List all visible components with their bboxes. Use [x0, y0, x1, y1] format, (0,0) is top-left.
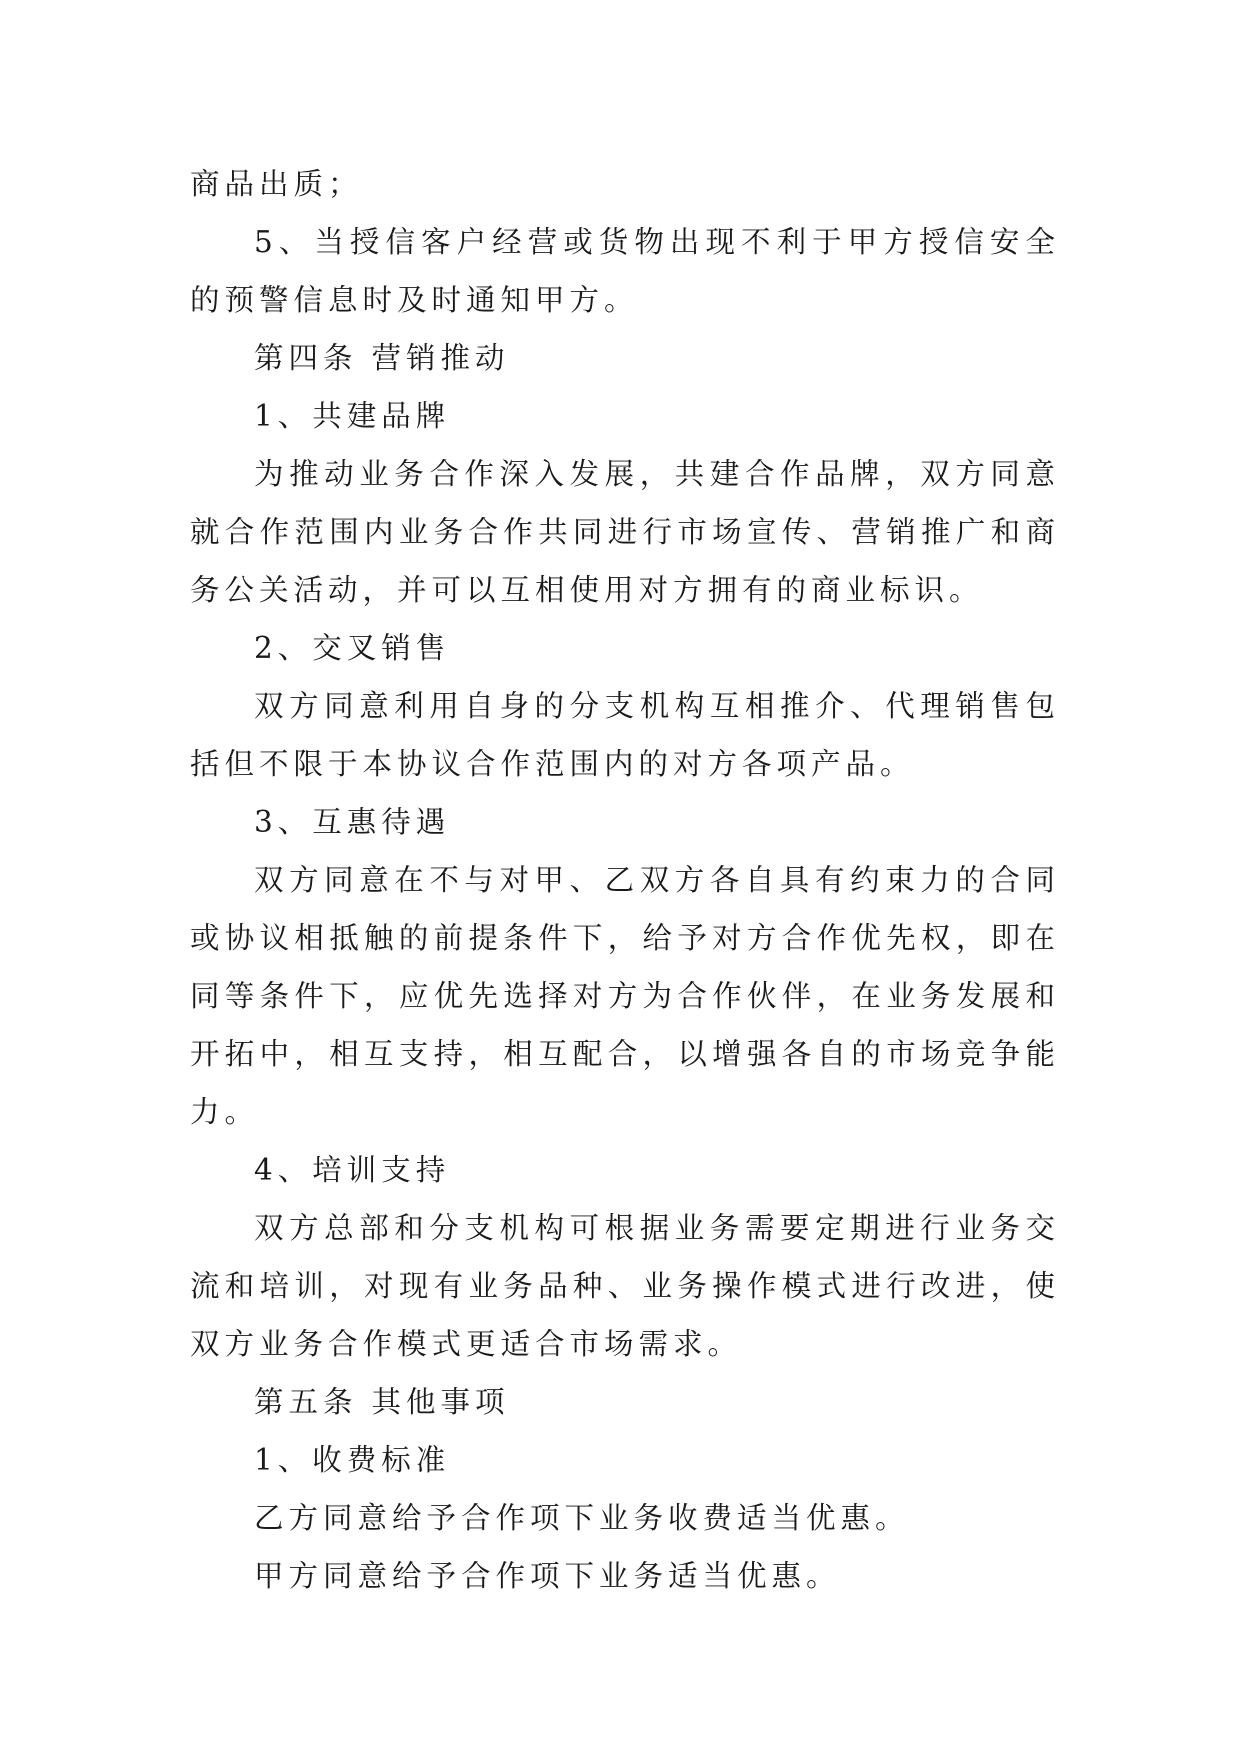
article-5-number: 第五条	[254, 1385, 358, 1419]
sub-heading-cross-selling: 2、交叉销售	[254, 631, 451, 665]
paragraph-continuation: 商品出质；	[190, 167, 363, 201]
paragraph-fees-party-a: 甲方同意给予合作项下业务适当优惠。	[254, 1559, 841, 1593]
article-4-heading	[190, 329, 1060, 387]
article-4-title: 营销推动	[371, 341, 510, 375]
paragraph-reciprocity: 双方同意在不与对甲、乙双方各自具有约束力的合同或协议相抵触的前提条件下，给予对方合作优先权，即在同等条件下，应优先选择对方为合作伙伴，在业务发展和开拓中，相互支持，相互配合，以增强各自的市场竞争能力。	[190, 863, 1060, 1129]
paragraph-training: 双方总部和分支机构可根据业务需要定期进行业务交流和培训，对现有业务品种、业务操作模式进行改进，使双方业务合作模式更适合市场需求。	[190, 1211, 1060, 1361]
sub-heading-fees: 1、收费标准	[254, 1443, 451, 1477]
article-5-title: 其他事项	[371, 1385, 510, 1419]
paragraph-cross-selling: 双方同意利用自身的分支机构互相推介、代理销售包括但不限于本协议合作范围内的对方各项产品。	[190, 689, 1060, 781]
article-4-number: 第四条	[254, 341, 358, 375]
paragraph-co-brand: 为推动业务合作深入发展，共建合作品牌，双方同意就合作范围内业务合作共同进行市场宣传、营销推广和商务公关活动，并可以互相使用对方拥有的商业标识。	[190, 457, 1060, 607]
sub-heading-reciprocity: 3、互惠待遇	[254, 805, 451, 839]
paragraph-fees-party-b: 乙方同意给予合作项下业务收费适当优惠。	[254, 1501, 910, 1535]
article-5-heading	[190, 1373, 1060, 1431]
sub-heading-training: 4、培训支持	[254, 1153, 451, 1187]
sub-heading-co-brand: 1、共建品牌	[254, 399, 451, 433]
paragraph-item-5: 5、当授信客户经营或货物出现不利于甲方授信安全的预警信息时及时通知甲方。	[190, 225, 1060, 317]
document-body	[190, 155, 1060, 1605]
